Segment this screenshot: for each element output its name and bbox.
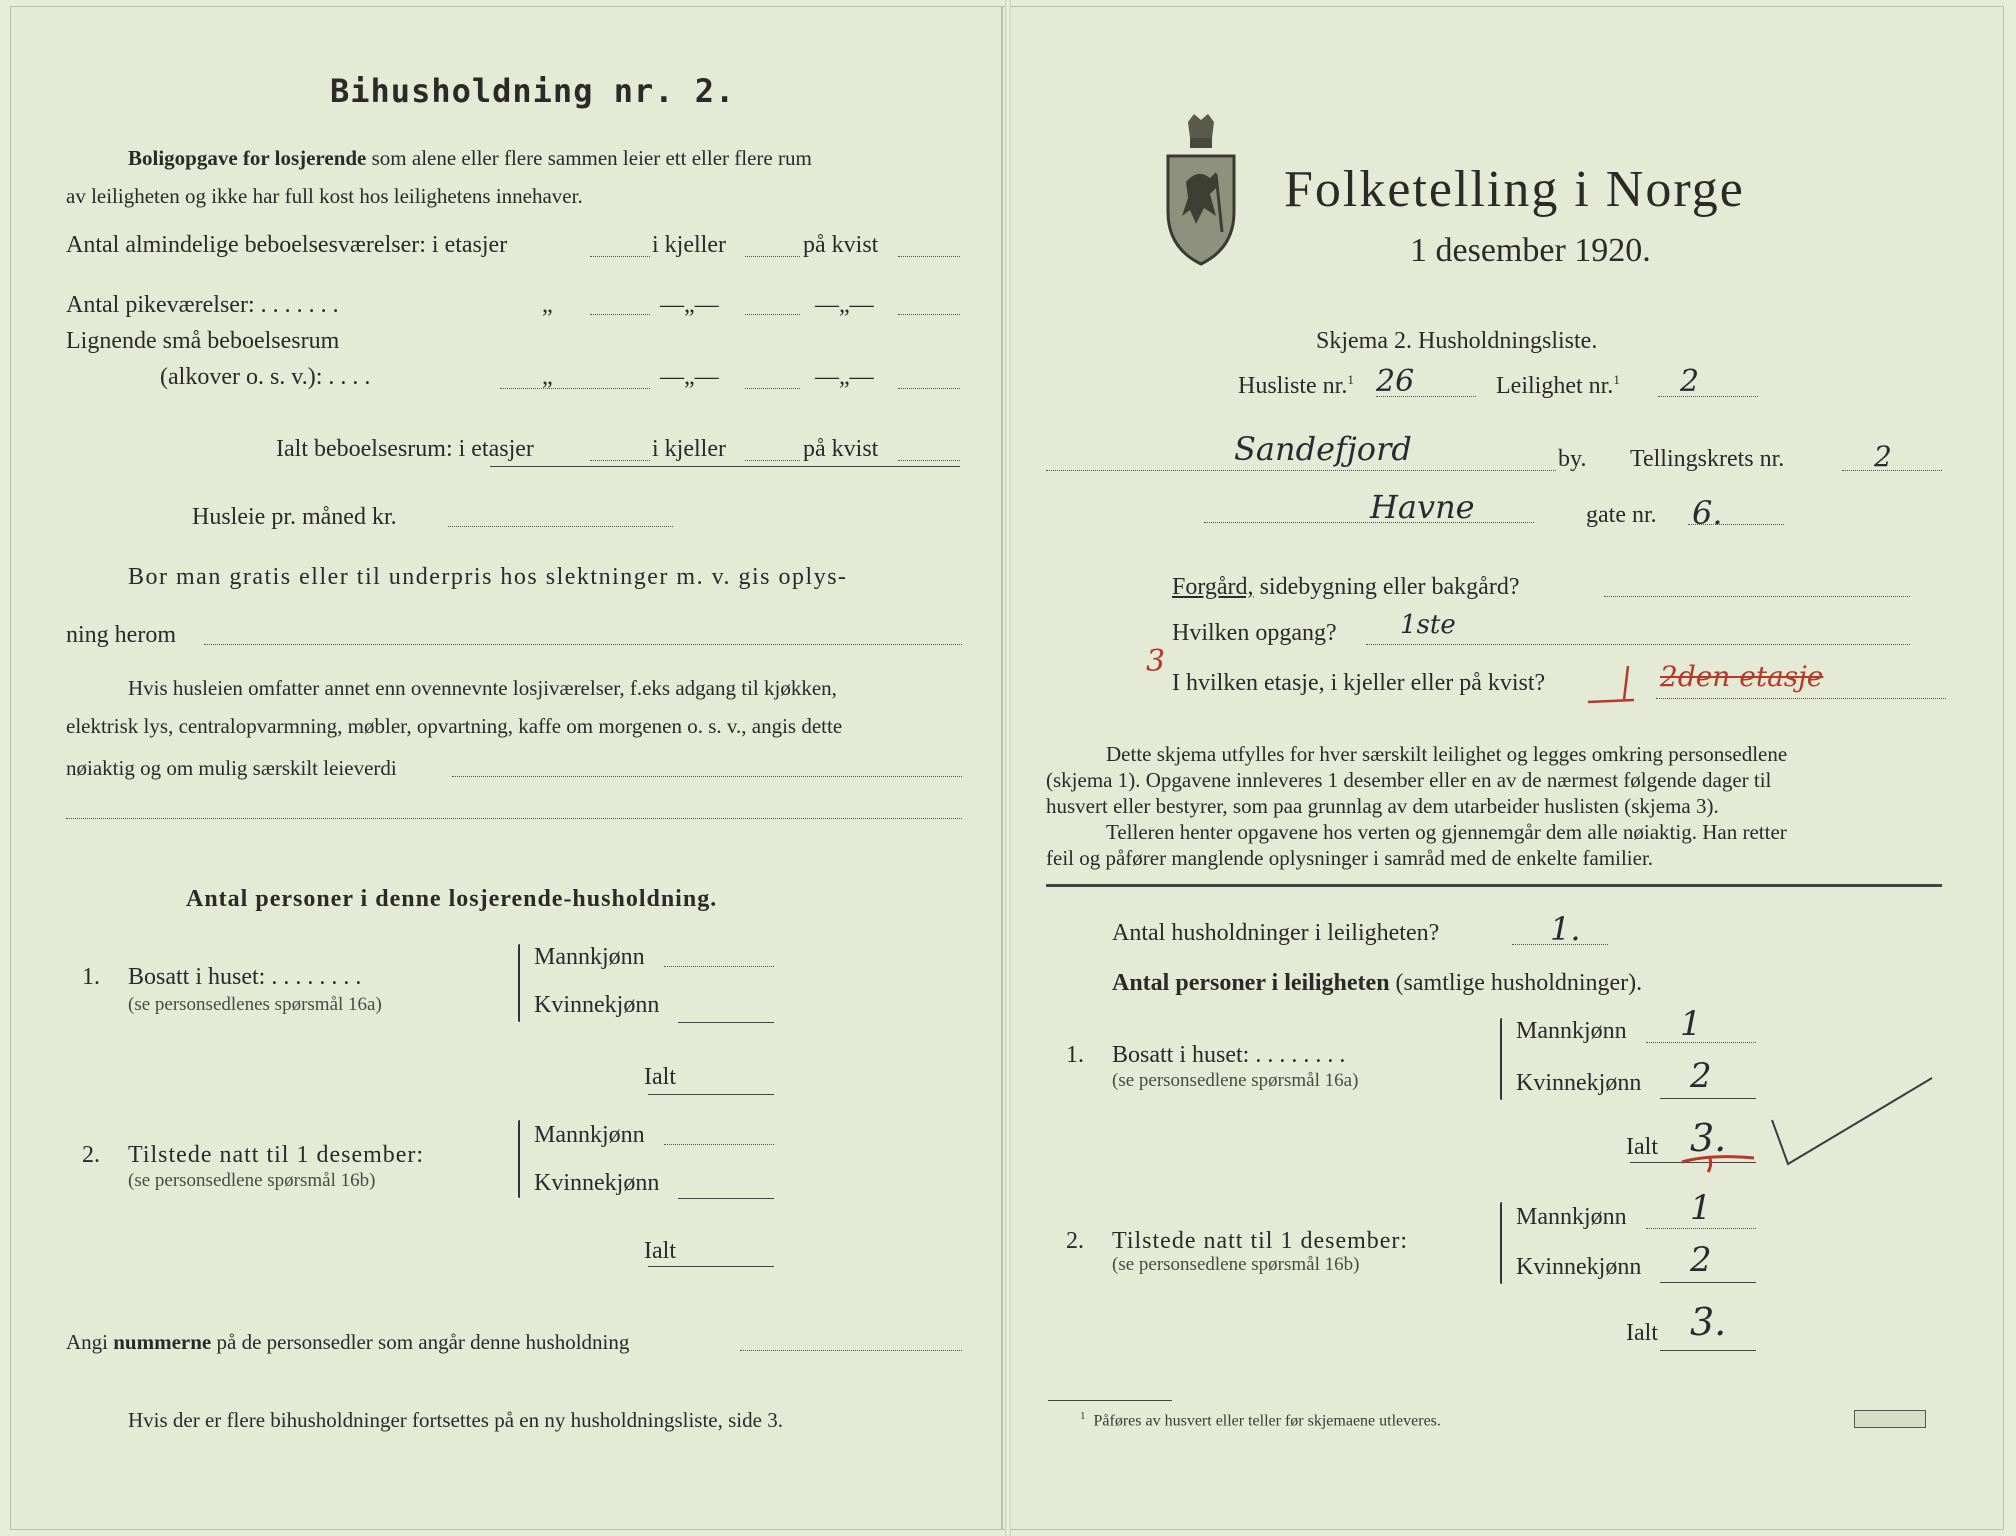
right-q1-mann-line <box>1646 1042 1756 1043</box>
husliste-label <box>1238 372 1354 400</box>
left-q2-kvinne-line <box>678 1198 774 1199</box>
intro-line-1 <box>128 146 812 171</box>
left-q2-sub: (se personsedlene spørsmål 16b) <box>128 1170 376 1191</box>
intro-line-2: av leiligheten og ikke har full kost hos leilighetens innehaver. <box>66 184 583 208</box>
pike-line-1 <box>590 314 650 315</box>
alkover-ditto-2: —„— <box>660 364 719 390</box>
census-date: 1 desember 1920. <box>1410 232 1651 269</box>
hush-line <box>1512 944 1608 945</box>
alkover-ditto-3: —„— <box>815 364 874 390</box>
printer-stamp <box>1854 1410 1926 1428</box>
tellingskrets-line <box>1842 470 1942 471</box>
leilighet-footnote-mark: 1 <box>1613 372 1620 387</box>
left-q2-mann-label: Mannkjønn <box>534 1122 645 1148</box>
right-q1-kvinne-line <box>1660 1098 1756 1099</box>
right-q1-ialt-label: Ialt <box>1626 1134 1658 1160</box>
gate-line <box>1204 522 1534 523</box>
red-margin-mark: 3 <box>1146 644 1166 679</box>
ialt-kvist-label: på kvist <box>803 436 879 462</box>
skjema-label: Skjema 2. Husholdningsliste. <box>1316 328 1598 354</box>
pike-ditto-1: „ <box>542 292 553 318</box>
hvis-line-1: Hvis husleien omfatter annet enn ovennevnte losjiværelser, f.eks adgang til kjøkken, <box>128 676 837 700</box>
right-q1-mann-value: 1 <box>1680 1004 1702 1044</box>
left-q1-mann-line <box>664 966 774 967</box>
right-q2-ialt-label: Ialt <box>1626 1320 1658 1346</box>
left-q1-ialt-line <box>648 1094 774 1095</box>
left-q1-mann-label: Mannkjønn <box>534 944 645 970</box>
rooms-kvist-line <box>898 256 960 257</box>
right-q1-ialt-value: 3. <box>1690 1116 1727 1160</box>
hush-value: 1. <box>1550 910 1581 948</box>
instr-line-4: Telleren henter opgavene hos verten og gjennemgår dem alle nøiaktig. Han retter <box>1106 820 1787 844</box>
leilighet-value: 2 <box>1680 364 1700 399</box>
alkover-ditto-1: „ <box>542 364 553 390</box>
footnote-rule <box>1048 1400 1172 1401</box>
left-q1-kvinne-label: Kvinnekjønn <box>534 992 660 1018</box>
antal-leiligheten-bold: Antal personer i leiligheten <box>1112 970 1390 996</box>
gate-nr-line <box>1688 524 1784 525</box>
left-q1-label: Bosatt i huset: . . . . . . . . <box>128 964 362 990</box>
forgaard-line <box>1172 574 1519 601</box>
pike-line-3 <box>898 314 960 315</box>
right-q2-mann-value: 1 <box>1690 1188 1712 1228</box>
left-q1-kvinne-line <box>678 1022 774 1023</box>
husliste-line <box>1376 396 1476 397</box>
instr-line-1: Dette skjema utfylles for hver særskilt leilighet og legges omkring personsedlene <box>1106 742 1788 766</box>
instr-line-5: feil og påfører manglende oplysninger i samråd med de enkelte familier. <box>1046 846 1654 870</box>
tellingskrets-label: Tellingskrets nr. <box>1630 446 1785 472</box>
left-q2-brace <box>518 1120 520 1198</box>
pike-line-2 <box>745 314 800 315</box>
etasje-value: 2den etasje <box>1660 660 1824 693</box>
gate-label: gate nr. <box>1586 502 1657 528</box>
hvis-line-3: nøiaktig og om mulig særskilt leieverdi <box>66 756 397 780</box>
right-q2-mann-label: Mannkjønn <box>1516 1204 1627 1230</box>
right-q2-num: 2. <box>1066 1228 1084 1254</box>
angi-line <box>66 1330 629 1355</box>
right-q2-kvinne-label: Kvinnekjønn <box>1516 1254 1642 1280</box>
right-q2-brace <box>1500 1202 1502 1284</box>
right-q1-kvinne-label: Kvinnekjønn <box>1516 1070 1642 1096</box>
leilighet-label <box>1496 372 1620 400</box>
forgaard-fill-line <box>1604 596 1910 597</box>
ialt-kvist-line <box>898 460 960 461</box>
right-footnote <box>1080 1410 1441 1430</box>
alkover-line-2 <box>745 388 800 389</box>
antal-leiligheten-rest: (samtlige husholdninger). <box>1395 970 1643 996</box>
left-q2-ialt-label: Ialt <box>644 1238 676 1264</box>
antal-leiligheten-line <box>1112 970 1642 997</box>
left-q2-mann-line <box>664 1144 774 1145</box>
angi-pre: Angi <box>66 1330 108 1354</box>
bihusholdning-heading: Bihusholdning nr. 2. <box>330 72 736 110</box>
angi-bold: nummerne <box>113 1330 212 1354</box>
angi-rest: på de personsedler som angår denne husholdning <box>216 1330 630 1354</box>
by-value: Sandefjord <box>1234 430 1412 468</box>
ialt-etasjer-line <box>590 460 650 461</box>
right-footnote-text: Påføres av husvert eller teller før skjemaene utleveres. <box>1093 1412 1441 1430</box>
coat-of-arms-icon <box>1160 112 1242 268</box>
right-footnote-mark: 1 <box>1080 1410 1086 1422</box>
ialt-rooms-underline <box>490 466 960 467</box>
husliste-text: Husliste nr. <box>1238 373 1348 399</box>
hvis-line-2: elektrisk lys, centralopvarmning, møbler, opvartning, kaffe om morgenen o. s. v., angis dette <box>66 714 843 738</box>
rooms-kjeller-line <box>745 256 800 257</box>
alkover-line-3 <box>898 388 960 389</box>
left-q1-num: 1. <box>82 964 100 990</box>
left-q2-num: 2. <box>82 1142 100 1168</box>
opgang-line <box>1366 644 1910 645</box>
opgang-label: Hvilken opgang? <box>1172 620 1337 646</box>
left-q2-ialt-line <box>648 1266 774 1267</box>
red-pencil-mark <box>1584 660 1644 710</box>
instr-rule <box>1046 884 1942 887</box>
alkover-line-1 <box>500 388 650 389</box>
instr-line-2: (skjema 1). Opgavene innleveres 1 desember eller en av de nærmest følgende dager til <box>1046 768 1772 792</box>
check-mark-icon <box>1766 1072 1936 1172</box>
right-q1-brace <box>1500 1018 1502 1100</box>
forgaard-word: Forgård, <box>1172 574 1254 600</box>
opgang-value: 1ste <box>1400 610 1456 640</box>
blank-line <box>66 818 962 819</box>
antal-losjerende-heading: Antal personer i denne losjerende-husholdning. <box>186 886 718 912</box>
left-footer: Hvis der er flere bihusholdninger fortsettes på en ny husholdningsliste, side 3. <box>128 1408 783 1432</box>
angi-line-fill <box>740 1350 962 1351</box>
right-q1-kvinne-value: 2 <box>1690 1056 1712 1096</box>
page-fold <box>1005 0 1011 1536</box>
folketelling-title: Folketelling i Norge <box>1284 161 1745 218</box>
leieverdi-line <box>452 776 962 777</box>
etasje-line <box>1656 698 1946 699</box>
red-underline-mark <box>1680 1150 1756 1174</box>
pike-ditto-3: —„— <box>815 292 874 318</box>
bor-text: Bor man gratis eller til underpris hos slektninger m. v. gis oplys- <box>128 564 848 590</box>
husliste-footnote-mark: 1 <box>1347 372 1354 387</box>
right-q2-ialt-line <box>1660 1350 1756 1351</box>
hush-label: Antal husholdninger i leiligheten? <box>1112 920 1440 946</box>
right-q1-mann-label: Mannkjønn <box>1516 1018 1627 1044</box>
pike-ditto-2: —„— <box>660 292 719 318</box>
leilighet-line <box>1658 396 1758 397</box>
left-q1-sub: (se personsedlenes spørsmål 16a) <box>128 994 382 1015</box>
herom-line <box>204 644 962 645</box>
pike-label: Antal pikeværelser: . . . . . . . <box>66 292 339 318</box>
husleie-line <box>448 526 673 527</box>
alkover-label: (alkover o. s. v.): . . . . <box>160 364 371 390</box>
left-q2-label: Tilstede natt til 1 desember: <box>128 1142 425 1168</box>
by-line <box>1046 470 1556 471</box>
ialt-kjeller-label: i kjeller <box>652 436 726 462</box>
rooms-kvist-label: på kvist <box>803 232 879 258</box>
right-q1-sub: (se personsedlene spørsmål 16a) <box>1112 1070 1359 1091</box>
ialt-kjeller-line <box>745 460 800 461</box>
right-q1-num: 1. <box>1066 1042 1084 1068</box>
lignende-label: Lignende små beboelsesrum <box>66 328 340 354</box>
husliste-value: 26 <box>1376 364 1415 399</box>
right-q2-sub: (se personsedlene spørsmål 16b) <box>1112 1254 1360 1275</box>
left-q2-kvinne-label: Kvinnekjønn <box>534 1170 660 1196</box>
right-q2-kvinne-value: 2 <box>1690 1240 1712 1280</box>
left-q1-brace <box>518 944 520 1022</box>
husleie-label: Husleie pr. måned kr. <box>192 504 397 530</box>
tellingskrets-value: 2 <box>1874 440 1892 473</box>
right-q2-ialt-value: 3. <box>1690 1300 1727 1344</box>
ning-herom: ning herom <box>66 622 176 648</box>
right-q2-mann-line <box>1646 1228 1756 1229</box>
rooms-label: Antal almindelige beboelsesværelser: i etasjer <box>66 232 508 258</box>
instr-line-3: husvert eller bestyrer, som paa grunnlag av dem utarbeider huslisten (skjema 3). <box>1046 794 1719 818</box>
intro-bold: Boligopgave for losjerende <box>128 146 367 170</box>
right-q2-label: Tilstede natt til 1 desember: <box>1112 1228 1409 1254</box>
rooms-etasjer-line <box>590 256 650 257</box>
right-q1-label: Bosatt i huset: . . . . . . . . <box>1112 1042 1346 1068</box>
right-q2-kvinne-line <box>1660 1282 1756 1283</box>
left-q1-ialt-label: Ialt <box>644 1064 676 1090</box>
by-label: by. <box>1558 446 1587 472</box>
sidebygning-text: sidebygning eller bakgård? <box>1259 574 1520 600</box>
intro-rest: som alene eller flere sammen leier ett eller flere rum <box>371 146 812 170</box>
etasje-label: I hvilken etasje, i kjeller eller på kvist? <box>1172 670 1546 696</box>
ialt-rooms-label: Ialt beboelsesrum: i etasjer <box>276 436 534 462</box>
rooms-kjeller-label: i kjeller <box>652 232 726 258</box>
gate-value: Havne <box>1370 488 1475 526</box>
gate-nr-value: 6. <box>1692 494 1723 532</box>
leilighet-text: Leilighet nr. <box>1496 373 1614 399</box>
